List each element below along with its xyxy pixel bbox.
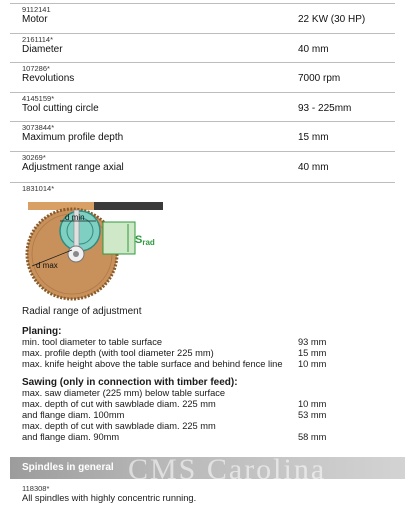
sawing-row-label: and flange diam. 100mm <box>22 410 125 420</box>
spec-value: 15 mm <box>298 132 329 143</box>
spec-value: 7000 rpm <box>298 73 341 84</box>
divider-line <box>10 182 395 183</box>
spec-label: Maximum profile depth <box>22 132 124 143</box>
divider-line <box>10 33 395 34</box>
spec-code: 2161114* <box>22 34 54 44</box>
figure-caption: Radial range of adjustment <box>22 306 142 317</box>
sawing-row-value: 10 mm <box>298 399 327 409</box>
planing-row-label: max. profile depth (with tool diameter 225 mm) <box>22 348 214 358</box>
divider-line <box>10 92 395 93</box>
srad-main: S <box>135 234 143 246</box>
spec-code: 4145159* <box>22 93 55 103</box>
sawing-row-label: max. saw diameter (225 mm) below table surface <box>22 388 226 398</box>
spec-value: 22 KW (30 HP) <box>298 14 366 25</box>
sawing-title: Sawing (only in connection with timber feed): <box>22 377 238 388</box>
sawing-row-value: 53 mm <box>298 410 327 420</box>
planing-title: Planing: <box>22 326 62 337</box>
section-banner <box>10 457 405 479</box>
spec-code: 30269* <box>22 152 46 162</box>
spec-label: Revolutions <box>22 73 75 84</box>
spindle-center <box>73 251 79 257</box>
banner-title: Spindles in general <box>22 462 114 473</box>
table-plank-dark <box>94 202 163 210</box>
sawing-row-label: and flange diam. 90mm <box>22 432 120 442</box>
spec-value: 93 - 225mm <box>298 102 352 114</box>
sawing-row-label: max. depth of cut with sawblade diam. 225 mm <box>22 399 216 409</box>
figure-code: 1831014* <box>22 184 55 193</box>
dmax-label: d max <box>36 261 58 270</box>
spec-value: 40 mm <box>298 161 329 173</box>
divider-line <box>10 3 395 4</box>
spec-code: 107286* <box>22 64 50 73</box>
footer-text: All spindles with highly concentric running. <box>22 493 197 503</box>
planing-row-value: 15 mm <box>298 348 327 358</box>
spec-code: 9112141 <box>22 5 51 14</box>
srad-sub: rad <box>142 238 155 247</box>
divider-line <box>10 62 395 63</box>
divider-line <box>10 151 395 152</box>
spec-value: 40 mm <box>298 43 329 55</box>
radial-adjustment-diagram <box>10 196 175 308</box>
planing-row-value: 93 mm <box>298 337 327 347</box>
planing-row-label: max. knife height above the table surface and behind fence line <box>22 359 283 369</box>
planing-row-value: 10 mm <box>298 359 327 369</box>
planing-row-label: min. tool diameter to table surface <box>22 337 163 347</box>
watermark-logo: CMS Carolina <box>128 457 327 479</box>
spec-label: Diameter <box>22 43 63 55</box>
srad-label <box>135 234 155 247</box>
green-range-box <box>103 222 135 254</box>
dmin-label: d min <box>65 213 85 222</box>
divider-line <box>10 121 395 122</box>
sawing-row-value: 58 mm <box>298 432 327 442</box>
spec-label: Adjustment range axial <box>22 161 124 173</box>
spec-label: Tool cutting circle <box>22 102 99 114</box>
spec-label: Motor <box>22 14 48 25</box>
sawing-row-label: max. depth of cut with sawblade diam. 225 mm <box>22 421 216 431</box>
footer-code: 118308* <box>22 484 50 493</box>
spec-code: 3073844* <box>22 123 55 132</box>
